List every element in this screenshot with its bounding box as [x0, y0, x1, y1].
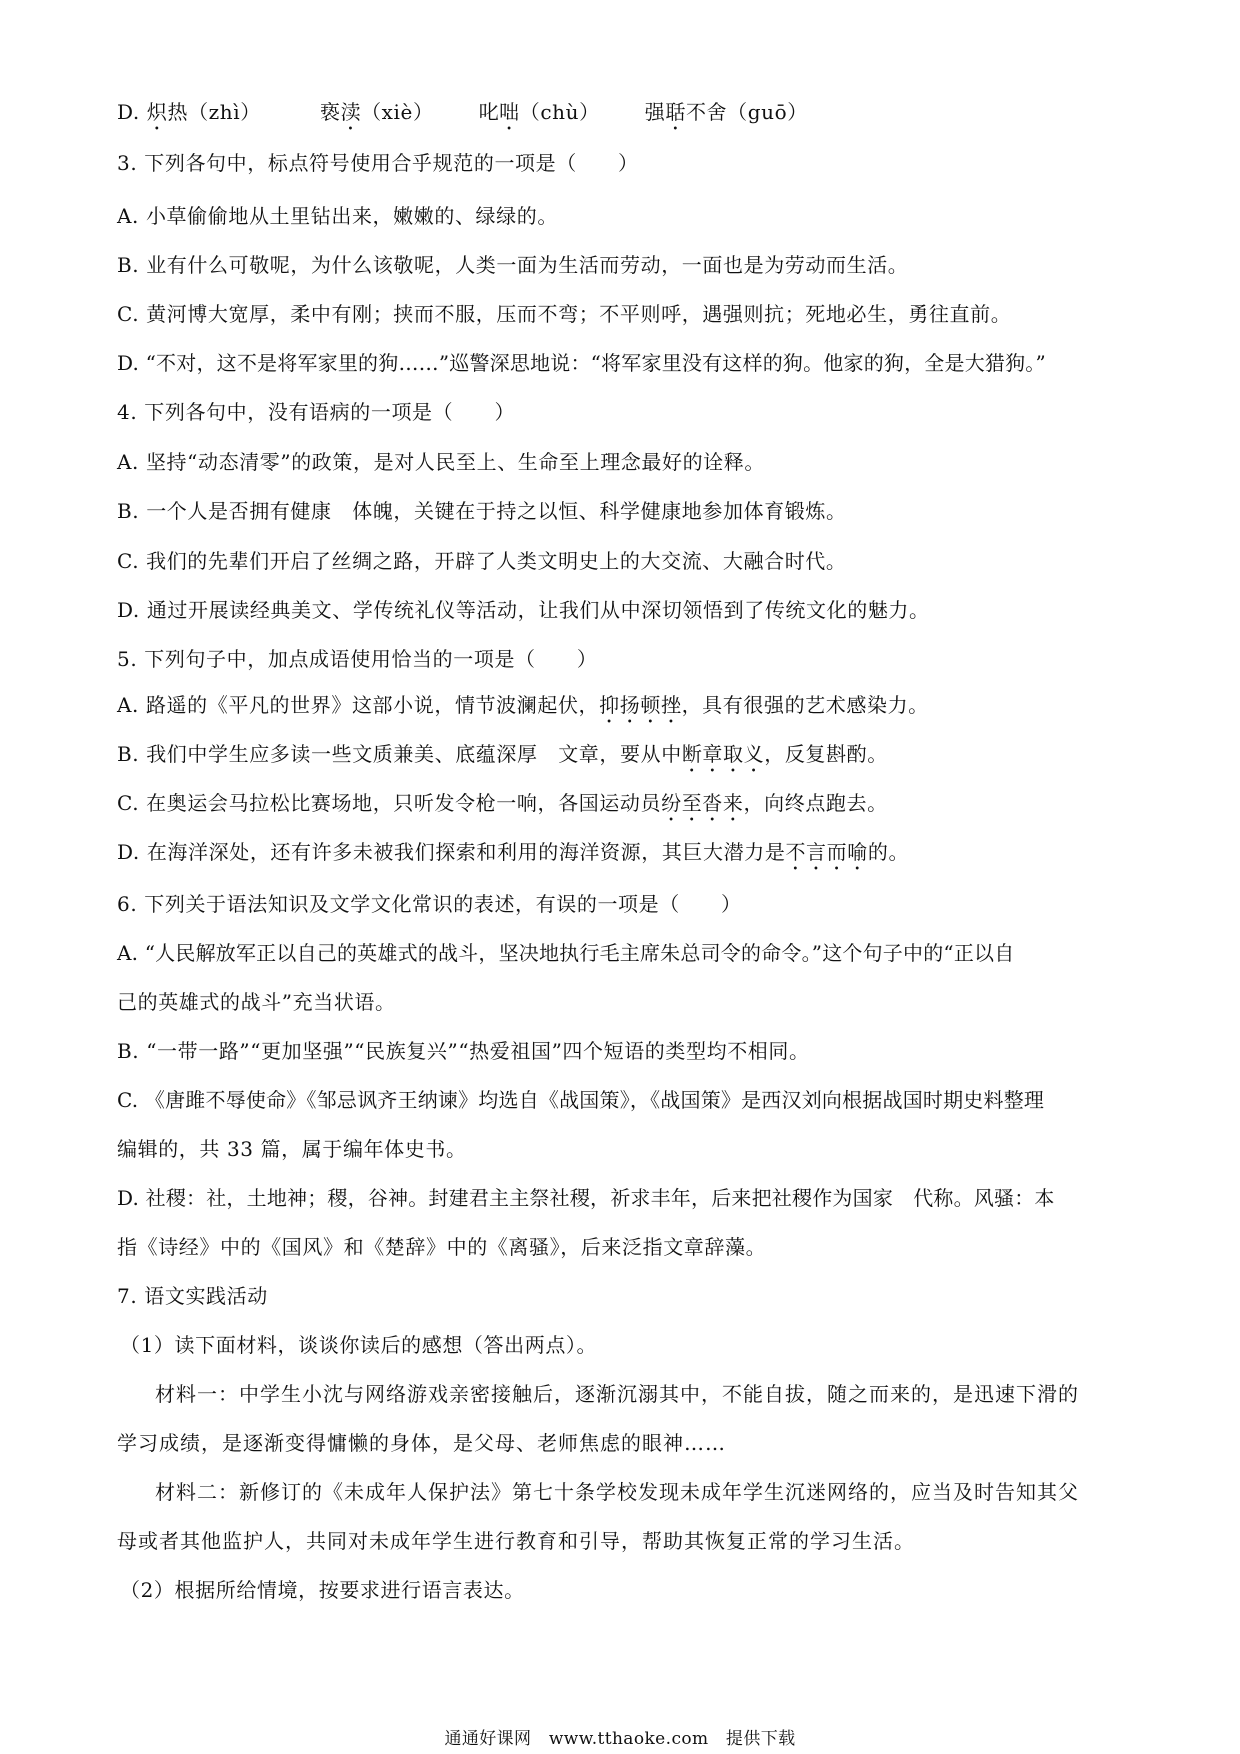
q2-d-item-4: 强聒不舍（guō） [644, 100, 808, 124]
q6-option-b: B. “一带一路”“更加坚强”“民族复兴”“热爱祖国”四个短语的类型均不相同。 [117, 1039, 810, 1063]
q5-option-a: A. 路遥的《平凡的世界》这部小说，情节波澜起伏，抑扬顿挫，具有很强的艺术感染力。 [117, 693, 929, 717]
q6-option-a-line2: 己的英雄式的战斗”充当状语。 [117, 990, 396, 1014]
q5-d-idiom: 不言而喻 [785, 840, 868, 864]
q6-option-c-line2: 编辑的，共 33 篇，属于编年体史书。 [117, 1137, 467, 1161]
q3-stem: 3. 下列各句中，标点符号使用合乎规范的一项是（ ） [117, 151, 639, 175]
q5-option-b: B. 我们中学生应多读一些文质兼美、底蕴深厚 文章，要从中断章取义，反复斟酌。 [117, 742, 888, 766]
q2-d-item-2: 亵渎（xiè） [319, 100, 434, 124]
q3-option-d: D. “不对，这不是将军家里的狗……”巡警深思地说：“将军家里没有这样的狗。他家的狗，全是大猎狗。” [117, 351, 1046, 375]
q6-option-a-line1: A. “人民解放军正以自己的英雄式的战斗，坚决地执行毛主席朱总司令的命令。”这个句子中的“正以自 [117, 941, 1015, 965]
q7-material1-line1: 材料一：中学生小沈与网络游戏亲密接触后，逐渐沉溺其中，不能自拔，随之而来的，是迅速下滑的 [155, 1382, 1079, 1406]
q4-option-a: A. 坚持“动态清零”的政策，是对人民至上、生命至上理念最好的诠释。 [117, 450, 766, 474]
q6-option-d-line1: D. 社稷：社，土地神；稷，谷神。封建君主主祭社稷，祈求丰年，后来把社稷作为国家 代称。风骚：本 [117, 1186, 1055, 1210]
q5-c-idiom: 纷至沓来 [661, 791, 744, 815]
q7-sub2: （2）根据所给情境，按要求进行语言表达。 [120, 1578, 525, 1602]
q6-option-d-line2: 指《诗经》中的《国风》和《楚辞》中的《离骚》，后来泛指文章辞藻。 [117, 1235, 767, 1259]
q3-option-b: B. 业有什么可敬呢，为什么该敬呢，人类一面为生活而劳动，一面也是为劳动而生活。 [117, 253, 909, 277]
q4-option-d: D. 通过开展读经典美文、学传统礼仪等活动，让我们从中深切领悟到了传统文化的魅力。 [117, 598, 930, 622]
q2-d-label: D. [117, 100, 140, 124]
q2-option-d [117, 98, 1140, 135]
q5-a-idiom: 抑扬顿挫 [599, 693, 682, 717]
q5-stem: 5. 下列句子中，加点成语使用恰当的一项是（ ） [117, 647, 598, 671]
q7-stem: 7. 语文实践活动 [117, 1284, 268, 1308]
q7-material2-line1: 材料二：新修订的《未成年人保护法》第七十条学校发现未成年学生沉迷网络的，应当及时告知其父 [155, 1480, 1079, 1504]
q7-sub1: （1）读下面材料，谈谈你读后的感想（答出两点）。 [120, 1333, 598, 1357]
q7-material1-line2: 学习成绩，是逐渐变得慵懒的身体，是父母、老师焦虑的眼神…… [117, 1431, 726, 1455]
q5-option-d: D. 在海洋深处，还有许多未被我们探索和利用的海洋资源，其巨大潜力是不言而喻的。 [117, 840, 910, 864]
q4-option-c: C. 我们的先辈们开启了丝绸之路，开辟了人类文明史上的大交流、大融合时代。 [117, 549, 847, 573]
q5-option-c: C. 在奥运会马拉松比赛场地，只听发令枪一响，各国运动员纷至沓来，向终点跑去。 [117, 791, 888, 815]
q3-option-c: C. 黄河博大宽厚，柔中有刚；挟而不服，压而不弯；不平则呼，遇强则抗；死地必生，勇往直前。 [117, 302, 1012, 326]
q5-b-idiom: 断章取义 [681, 742, 765, 766]
q4-stem: 4. 下列各句中，没有语病的一项是（ ） [117, 400, 516, 424]
q6-option-c-line1: C. 《唐雎不辱使命》《邹忌讽齐王纳谏》均选自《战国策》，《战国策》是西汉刘向根据战国时期史料整理 [117, 1088, 1045, 1112]
q2-d-item-3: 叱咄（chù） [478, 100, 600, 124]
q4-option-b: B. 一个人是否拥有健康 体魄，关键在于持之以恒、科学健康地参加体育锻炼。 [117, 499, 847, 523]
q2-d-item-1: 炽热（zhì） [146, 100, 261, 124]
q6-stem: 6. 下列关于语法知识及文学文化常识的表述，有误的一项是（ ） [117, 892, 742, 916]
q3-option-a: A. 小草偷偷地从土里钻出来，嫩嫩的、绿绿的。 [117, 204, 558, 228]
q7-material2-line2: 母或者其他监护人，共同对未成年学生进行教育和引导，帮助其恢复正常的学习生活。 [117, 1529, 915, 1553]
footer-source: 通通好课网 www.tthaoke.com 提供下载 [444, 1729, 796, 1749]
